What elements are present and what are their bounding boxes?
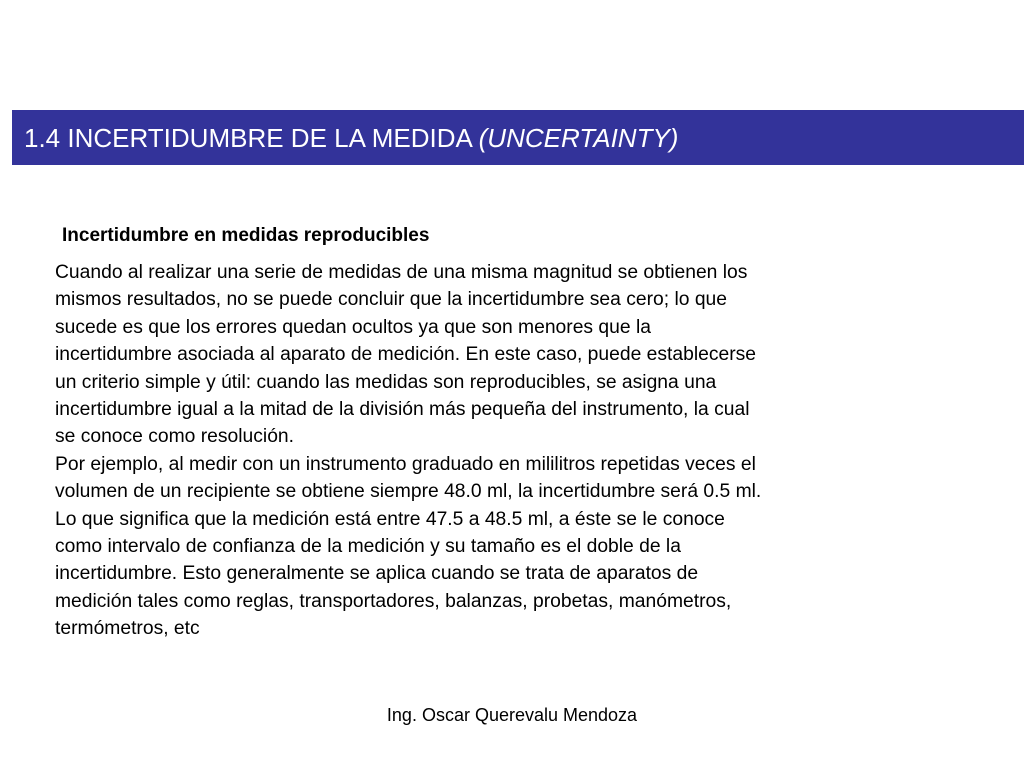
title-bar <box>12 110 1024 165</box>
slide-title-italic: (UNCERTAINTY) <box>478 122 679 153</box>
slide-title <box>24 122 679 153</box>
body-line: un criterio simple y útil: cuando las medidas son reproducibles, se asigna una <box>55 371 717 393</box>
footer <box>0 705 1024 726</box>
body-line: incertidumbre asociada al aparato de medición. En este caso, puede establecerse <box>55 344 756 366</box>
body-line: sucede es que los errores quedan ocultos ya que son menores que la <box>55 316 651 338</box>
body-line: como intervalo de confianza de la medición y su tamaño es el doble de la <box>55 536 681 558</box>
footer-author: Ing. Oscar Querevalu Mendoza <box>386 705 638 725</box>
body-line: se conoce como resolución. <box>55 426 295 448</box>
body-paragraph <box>55 259 915 643</box>
body-line: Lo que significa que la medición está entre 47.5 a 48.5 ml, a éste se le conoce <box>55 508 725 530</box>
body-line: volumen de un recipiente se obtiene siempre 48.0 ml, la incertidumbre será 0.5 ml. <box>55 481 762 503</box>
section-heading: Incertidumbre en medidas reproducibles <box>62 225 430 246</box>
body-line: Por ejemplo, al medir con un instrumento graduado en mililitros repetidas veces el <box>55 453 756 475</box>
body-line: mismos resultados, no se puede concluir que la incertidumbre sea cero; lo que <box>55 289 727 311</box>
body-line: termómetros, etc <box>55 618 200 640</box>
body-line: incertidumbre. Esto generalmente se aplica cuando se trata de aparatos de <box>55 563 699 585</box>
body-line: incertidumbre igual a la mitad de la división más pequeña del instrumento, la cual <box>55 399 750 421</box>
body-line: medición tales como reglas, transportadores, balanzas, probetas, manómetros, <box>55 590 732 612</box>
slide-title-main: 1.4 INCERTIDUMBRE DE LA MEDIDA <box>24 122 479 153</box>
body-line: Cuando al realizar una serie de medidas de una misma magnitud se obtienen los <box>55 262 748 283</box>
